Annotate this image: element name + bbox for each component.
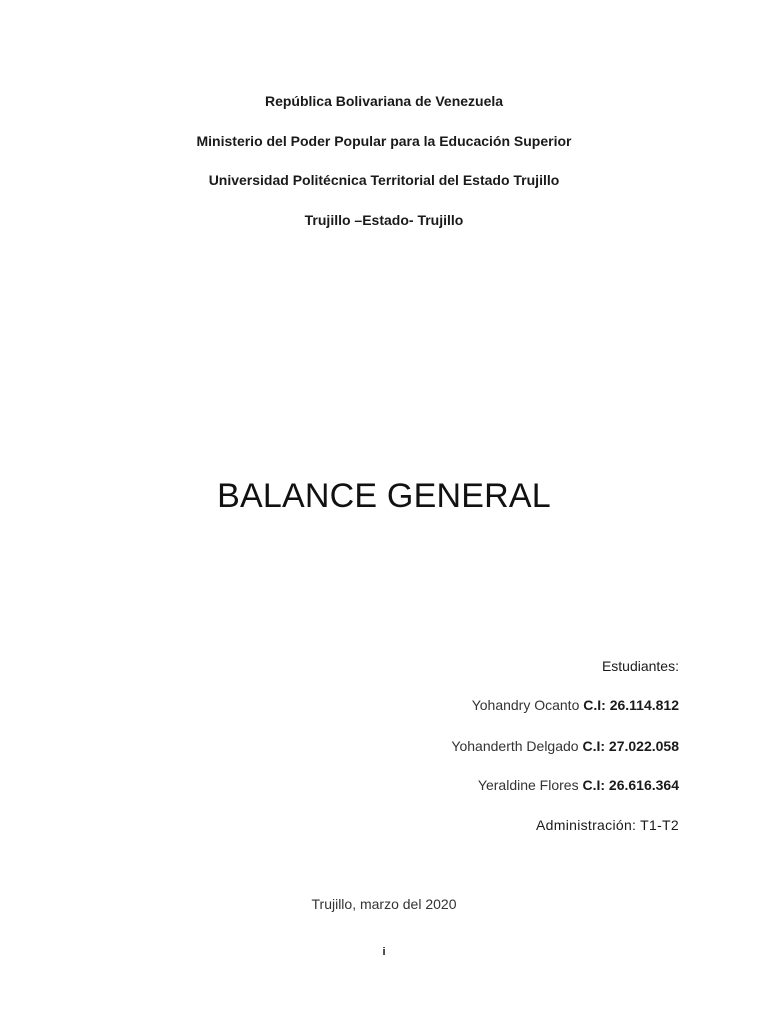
student-entry (472, 696, 679, 714)
student-name: Yohanderth Delgado (451, 738, 583, 754)
student-id-value: 26.616.364 (608, 777, 679, 793)
header-university: Universidad Politécnica Territorial del Estado Trujillo (208, 172, 560, 188)
student-id-label: C.I: (582, 777, 609, 793)
student-id-label: C.I: (582, 738, 609, 754)
header-country: República Bolivariana de Venezuela (264, 93, 504, 109)
header-ministry: Ministerio del Poder Popular para la Educación Superior (196, 133, 572, 149)
student-id-label: C.I: (583, 697, 610, 713)
document-title: BALANCE GENERAL (217, 477, 551, 515)
student-entry (451, 737, 679, 755)
student-name: Yohandry Ocanto (471, 697, 584, 713)
students-heading: Estudiantes: (601, 658, 679, 674)
student-id-value: 27.022.058 (608, 738, 679, 754)
program-label: Administración: T1-T2 (536, 817, 679, 833)
student-name: Yeraldine Flores (477, 777, 583, 793)
header-location: Trujillo –Estado- Trujillo (304, 212, 464, 228)
student-id-value: 26.114.812 (609, 697, 679, 713)
place-and-date: Trujillo, marzo del 2020 (311, 896, 457, 912)
student-entry (478, 776, 679, 794)
page-number: i (382, 946, 386, 958)
